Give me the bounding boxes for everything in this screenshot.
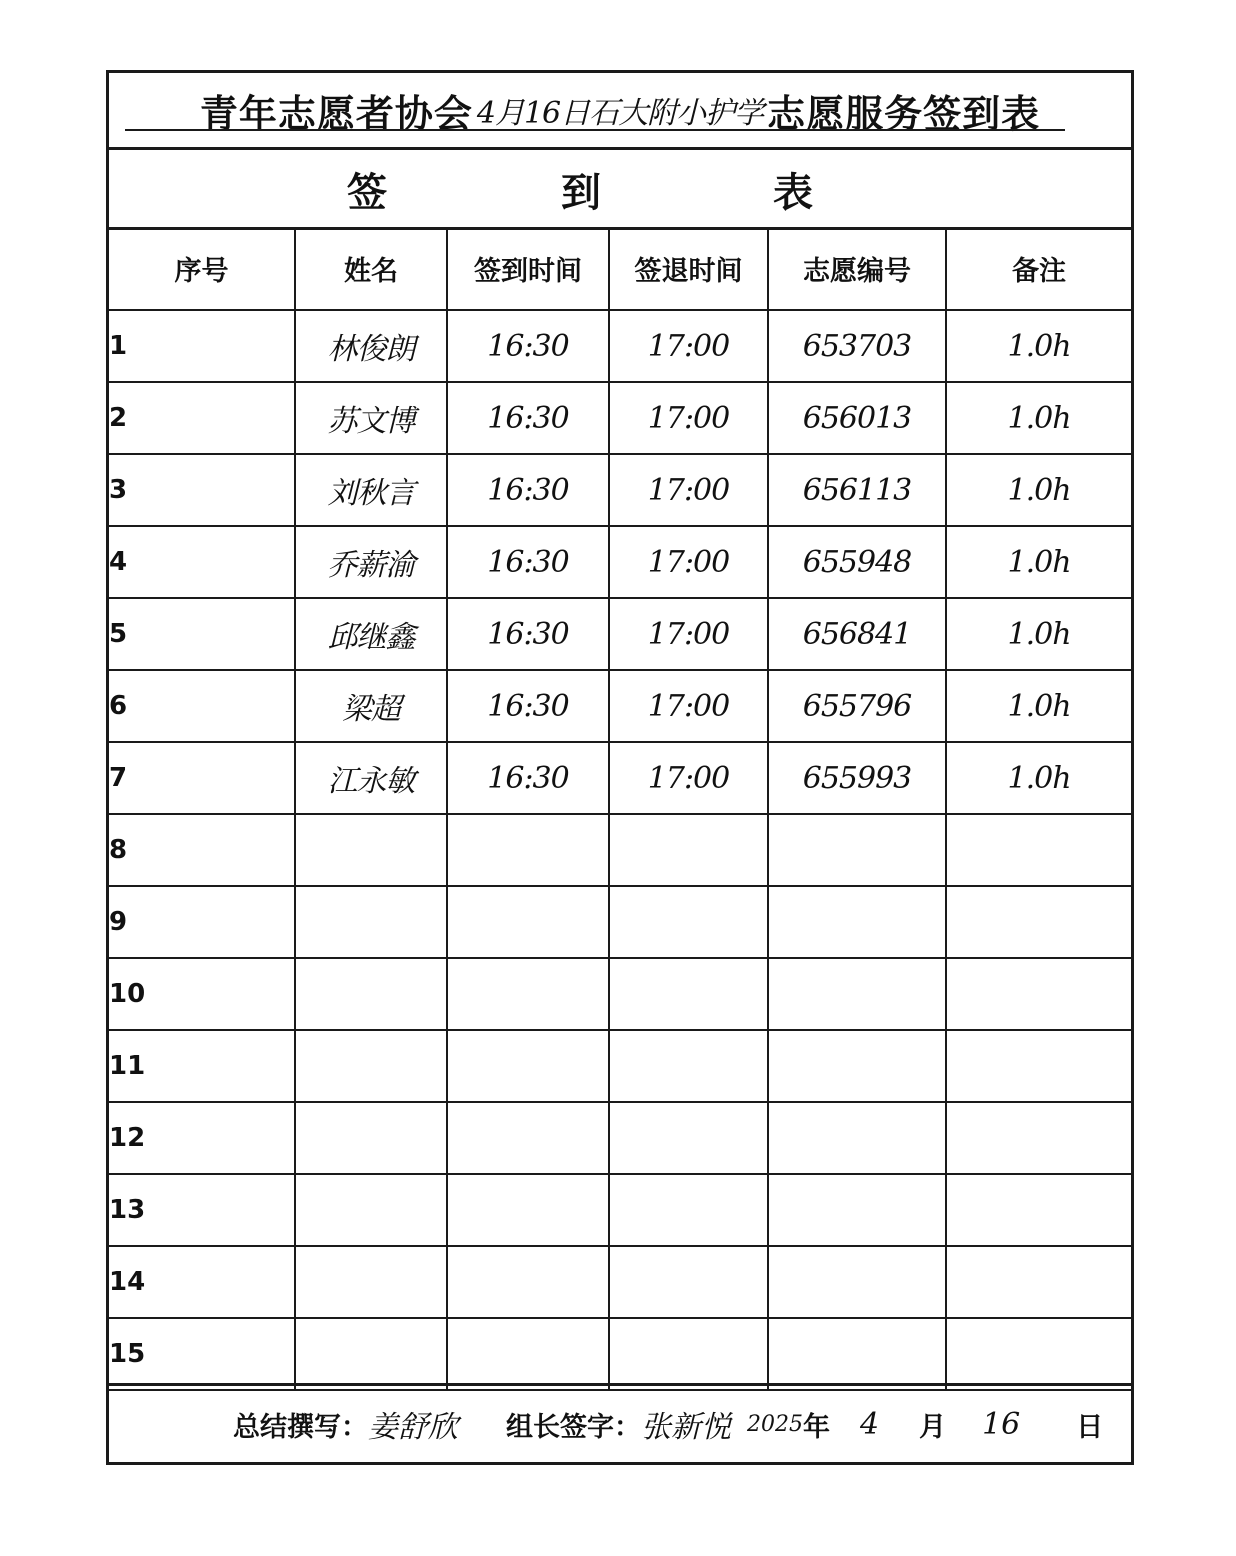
seq-cell: 1 [109,310,295,382]
table-row [109,814,1131,886]
summary-label: 总结撰写： [233,1411,368,1443]
volunteer-id-cell [768,814,946,886]
note-cell [946,1318,1131,1390]
org-name: 青年志愿者协会 [199,91,473,136]
name-cell [295,1318,447,1390]
title-underline [125,129,1065,131]
table-header-row [109,227,1131,310]
col-header-note: 备注 [946,227,1131,310]
name-cell [295,1102,447,1174]
sign-out-cell: 17:00 [609,742,768,814]
form-title-suffix: 志愿服务签到表 [767,91,1041,136]
seq-cell: 7 [109,742,295,814]
note-cell [946,1102,1131,1174]
volunteer-id-cell [768,886,946,958]
table-row [109,382,1131,454]
table-row [109,742,1131,814]
seq-cell: 14 [109,1246,295,1318]
seq-cell: 9 [109,886,295,958]
volunteer-id-cell [768,1102,946,1174]
note-cell [946,1174,1131,1246]
sign-out-cell: 17:00 [609,454,768,526]
sign-out-cell: 17:00 [609,598,768,670]
volunteer-id-cell: 655948 [768,526,946,598]
seq-cell: 8 [109,814,295,886]
sign-out-cell [609,1246,768,1318]
name-cell: 乔薪渝 [295,526,447,598]
name-cell [295,814,447,886]
volunteer-id-cell: 656841 [768,598,946,670]
table-row [109,1174,1131,1246]
note-cell: 1.0h [946,310,1131,382]
date-year-label: 年 [803,1411,830,1443]
volunteer-id-cell [768,958,946,1030]
table-row [109,958,1131,1030]
name-cell [295,958,447,1030]
sign-out-cell [609,1030,768,1102]
name-cell [295,1030,447,1102]
table-row [109,1246,1131,1318]
sign-in-cell: 16:30 [447,670,609,742]
note-cell: 1.0h [946,454,1131,526]
note-cell [946,886,1131,958]
subtitle-char-2: 到 [561,170,601,216]
sign-in-cell: 16:30 [447,310,609,382]
sign-out-cell [609,1318,768,1390]
seq-cell: 3 [109,454,295,526]
sign-out-cell: 17:00 [609,382,768,454]
sign-out-cell: 17:00 [609,310,768,382]
table-row [109,598,1131,670]
seq-cell: 6 [109,670,295,742]
sign-in-cell: 16:30 [447,742,609,814]
col-header-seq: 序号 [109,227,295,310]
sign-in-cell: 16:30 [447,454,609,526]
table-row [109,310,1131,382]
sign-out-cell [609,1174,768,1246]
seq-cell: 13 [109,1174,295,1246]
leader-signature: 张新悦 [641,1410,731,1445]
volunteer-id-cell [768,1030,946,1102]
name-cell [295,1246,447,1318]
table-row [109,1102,1131,1174]
sign-in-cell: 16:30 [447,382,609,454]
note-cell: 1.0h [946,598,1131,670]
sign-in-cell [447,1318,609,1390]
sign-in-cell [447,1174,609,1246]
subtitle-char-1: 签 [347,170,387,216]
volunteer-id-cell: 656113 [768,454,946,526]
table-row [109,1030,1131,1102]
table-row [109,670,1131,742]
col-header-sign-out: 签退时间 [609,227,768,310]
volunteer-id-cell: 656013 [768,382,946,454]
sign-in-cell: 16:30 [447,598,609,670]
table-row [109,1318,1131,1390]
table-row [109,454,1131,526]
table-row [109,886,1131,958]
name-cell [295,886,447,958]
col-header-name: 姓名 [295,227,447,310]
name-cell: 邱继鑫 [295,598,447,670]
sign-in-cell: 16:30 [447,526,609,598]
seq-cell: 4 [109,526,295,598]
subtitle-char-3: 表 [773,170,813,216]
volunteer-id-cell: 655993 [768,742,946,814]
title-row [109,73,1131,150]
sign-in-table [109,227,1131,1391]
sign-in-sheet [106,70,1134,1465]
table-row [109,526,1131,598]
sign-out-cell: 17:00 [609,670,768,742]
volunteer-id-cell [768,1174,946,1246]
date-month-label: 月 [919,1411,947,1443]
note-cell: 1.0h [946,382,1131,454]
sign-out-cell: 17:00 [609,526,768,598]
name-cell: 林俊朗 [295,310,447,382]
name-cell: 刘秋言 [295,454,447,526]
seq-cell: 10 [109,958,295,1030]
sign-in-cell [447,1246,609,1318]
leader-label: 组长签字： [506,1411,641,1443]
name-cell: 江永敏 [295,742,447,814]
seq-cell: 2 [109,382,295,454]
seq-cell: 12 [109,1102,295,1174]
volunteer-id-cell: 655796 [768,670,946,742]
seq-cell: 5 [109,598,295,670]
activity-handwritten: 4月16日石大附小护学 [476,96,764,131]
note-cell: 1.0h [946,526,1131,598]
volunteer-id-cell [768,1318,946,1390]
sign-in-cell [447,886,609,958]
name-cell: 苏文博 [295,382,447,454]
sign-out-cell [609,1102,768,1174]
date-day-label: 日 [1076,1411,1104,1443]
note-cell [946,958,1131,1030]
name-cell [295,1174,447,1246]
note-cell: 1.0h [946,670,1131,742]
sign-out-cell [609,814,768,886]
sign-in-cell [447,1102,609,1174]
sign-out-cell [609,958,768,1030]
volunteer-id-cell: 653703 [768,310,946,382]
subtitle-row [109,147,1131,230]
date-year-value: 2025 [747,1411,803,1437]
col-header-sign-in: 签到时间 [447,227,609,310]
name-cell: 梁超 [295,670,447,742]
date-day-value: 16 [982,1406,1021,1442]
sign-out-cell [609,886,768,958]
col-header-volunteer-id: 志愿编号 [768,227,946,310]
volunteer-id-cell [768,1246,946,1318]
note-cell [946,1246,1131,1318]
date-month-value: 4 [860,1406,880,1442]
footer-row [109,1383,1131,1462]
note-cell: 1.0h [946,742,1131,814]
seq-cell: 15 [109,1318,295,1390]
sign-in-cell [447,958,609,1030]
summary-signature: 姜舒欣 [368,1410,458,1445]
sign-in-cell [447,814,609,886]
note-cell [946,1030,1131,1102]
sign-in-cell [447,1030,609,1102]
note-cell [946,814,1131,886]
seq-cell: 11 [109,1030,295,1102]
